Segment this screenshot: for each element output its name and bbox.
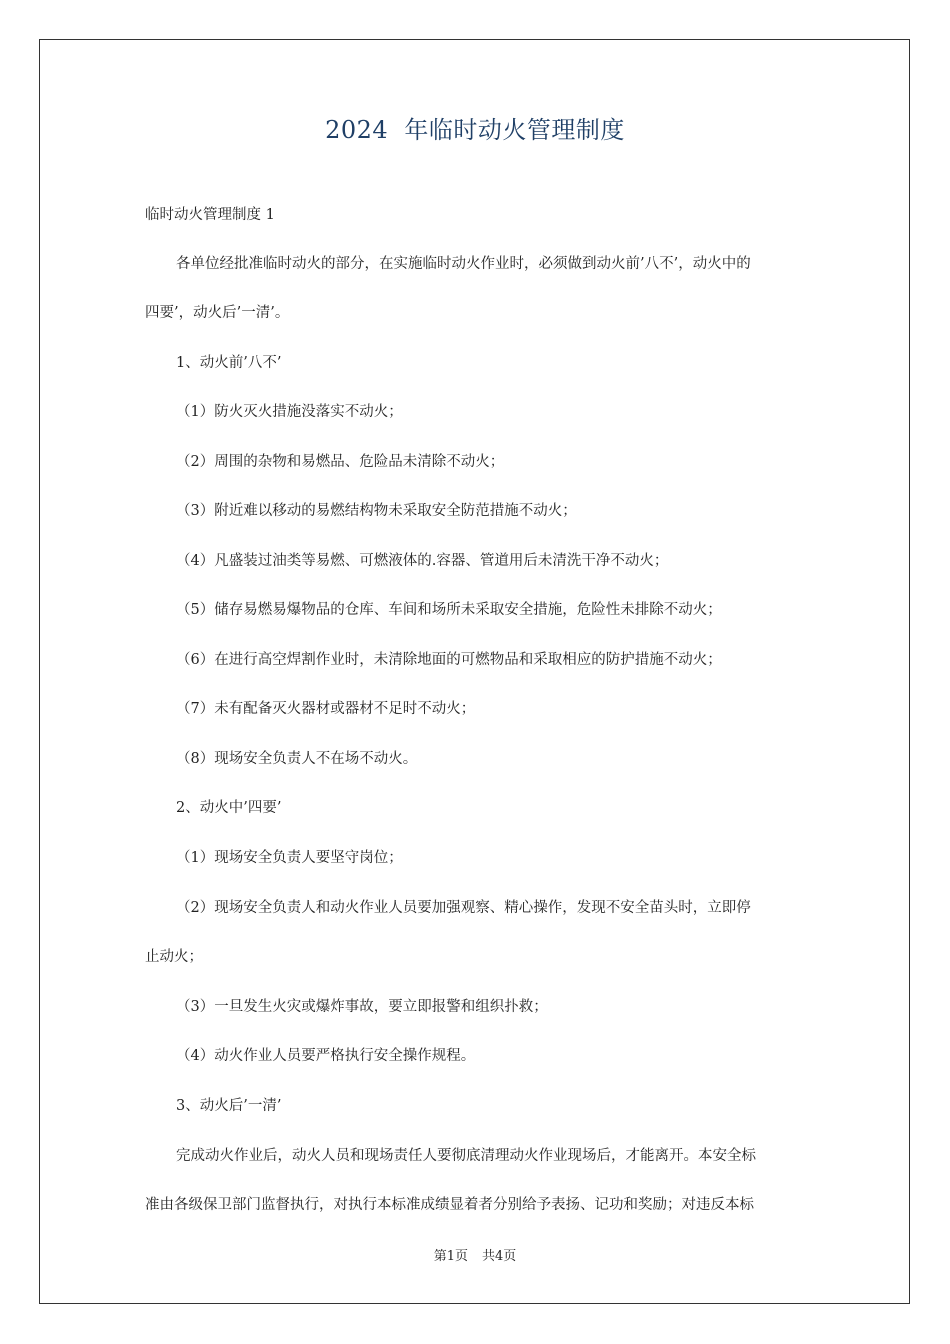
- section-heading: 临时动火管理制度 1: [145, 207, 275, 223]
- document-title: 2024 年临时动火管理制度: [325, 116, 625, 144]
- part3-paragraph-line-1: 完成动火作业后，动火人员和现场责任人要彻底清理动火作业现场后，才能离开。本安全标: [176, 1148, 756, 1164]
- part1-item-6: （6）在进行高空焊割作业时，未清除地面的可燃物品和采取相应的防护措施不动火；: [176, 652, 722, 668]
- page-number: 第1页: [433, 1249, 468, 1264]
- part2-item-4: （4）动火作业人员要严格执行安全操作规程。: [176, 1048, 476, 1064]
- part1-item-1: （1）防火灭火措施没落实不动火；: [176, 404, 403, 420]
- part1-item-2: （2）周围的杂物和易燃品、危险品未清除不动火；: [176, 454, 505, 470]
- part1-item-8: （8）现场安全负责人不在场不动火。: [176, 751, 418, 767]
- part1-item-7: （7）未有配备灭火器材或器材不足时不动火；: [176, 701, 476, 717]
- part3-heading: 3、动火后’一清’: [176, 1098, 282, 1114]
- part1-item-5: （5）储存易燃易爆物品的仓库、车间和场所未采取安全措施，危险性未排除不动火；: [176, 602, 722, 618]
- part2-item-1: （1）现场安全负责人要坚守岗位；: [176, 850, 403, 866]
- page-total: 共4页: [482, 1249, 517, 1264]
- part1-item-3: （3）附近难以移动的易燃结构物未采取安全防范措施不动火；: [176, 503, 577, 519]
- part2-item-2-line-1: （2）现场安全负责人和动火作业人员要加强观察、精心操作，发现不安全苗头时，立即停: [176, 900, 751, 916]
- page-border: [39, 39, 910, 1304]
- part1-item-4: （4）凡盛装过油类等易燃、可燃液体的.容器、管道用后未清洗干净不动火；: [176, 553, 669, 569]
- part2-item-2-line-2: 止动火；: [145, 949, 203, 965]
- part2-heading: 2、动火中’四要’: [176, 800, 282, 816]
- part2-item-3: （3）一旦发生火灾或爆炸事故，要立即报警和组织扑救；: [176, 999, 548, 1015]
- part1-heading: 1、动火前’八不’: [176, 355, 282, 371]
- intro-paragraph-line-1: 各单位经批准临时动火的部分，在实施临时动火作业时，必须做到动火前’八不’，动火中的: [176, 256, 751, 272]
- part3-paragraph-line-2: 准由各级保卫部门监督执行，对执行本标准成绩显着者分别给予表扬、记功和奖励；对违反本标: [145, 1197, 754, 1213]
- page-footer: [0, 1247, 950, 1267]
- intro-paragraph-line-2: 四要’，动火后’一清’。: [145, 305, 290, 321]
